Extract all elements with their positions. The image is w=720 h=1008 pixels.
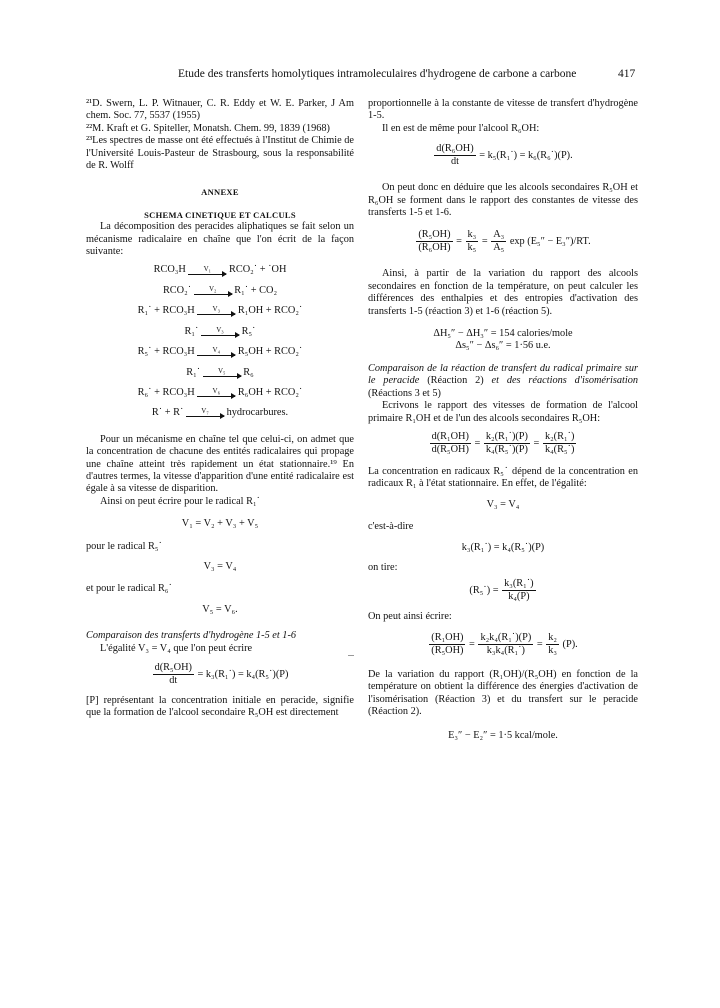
reaction-lhs: R₁˙ + RCO₃H: [137, 305, 195, 317]
eq6-c-num: A₃: [493, 229, 505, 241]
reaction-arrow: [194, 286, 232, 295]
reaction-arrow: [201, 327, 239, 336]
p-paragraph: [P] représentant la concentration initiale en peracide, signifie que la formation de l'alcool secondaire R₅OH est directement: [86, 695, 354, 719]
reaction-row: [86, 407, 354, 419]
eq6-b-den: k₅: [467, 242, 477, 254]
equation-delta-h: ΔH₅″ − ΔH₃″ = 154 calories/mole: [433, 328, 573, 340]
reaction-row: [86, 387, 354, 399]
equation-ratio-vitesses: $\frac{\text{d(R₁OH)}}{\text{d(R₅OH)}}$ = $\frac{\text{k₂(R₁˙)(P)}}{\text{k₄(R₅˙)(P)}}$ = $\frac{\text{k₂(R₁˙)}}{\text{k₄(R₅˙)}}$: [431, 430, 575, 455]
rate-label: V₆: [212, 387, 221, 396]
eq8-b-den: k₄(R₅˙)(P): [485, 443, 528, 455]
reaction-lhs: R˙ + R˙: [151, 407, 184, 419]
rate-label: V₁: [203, 264, 212, 273]
equation-dr6oh: [368, 143, 638, 168]
reaction-rhs: R₆: [243, 366, 254, 378]
rate-label: V₄: [212, 346, 221, 355]
right-p7: De la variation du rapport (R₁OH)/(R₅OH) en fonction de la température on obtient la différence des énergies d'activation de l'isomérisation (Réaction 3) et du transfert sur le peracide (Réaction 2).: [368, 668, 638, 717]
right-p2: Il en est de même pour l'alcool R₆OH:: [382, 122, 540, 134]
reaction-arrow: [197, 306, 235, 315]
running-title: Etude des transferts homolytiques intramoleculaires d'hydrogene de carbone a carbone: [178, 68, 577, 80]
reaction-lhs: R₆˙ + RCO₃H: [137, 386, 195, 398]
eq6-a-den: (R₆OH): [418, 242, 451, 254]
reaction-rhs: R₁˙ + CO₂: [234, 284, 278, 296]
reaction-rhs: R₆OH + RCO₂˙: [237, 386, 303, 398]
right-p3: On peut donc en déduire que les alcools secondaires R₅OH et R₆OH se forment dans le rapport des constantes de vitesse des transferts 1-5 et 1-6.: [368, 182, 638, 219]
section3-italic2: et des réactions d'isomérisation: [491, 375, 639, 387]
rate-label: V₂: [208, 285, 217, 294]
eq12-c-den: k₃: [548, 644, 557, 656]
equation-dr5oh: [86, 662, 354, 687]
reaction-row: [86, 285, 354, 297]
eq12-a-den: (R₅OH): [431, 644, 464, 656]
right-p1: proportionnelle à la constante de vitesse de transfert d'hydrogène 1-5.: [368, 98, 638, 122]
section-title-comparaison: Comparaison des transferts d'hydrogène 1-5 et 1-6: [86, 630, 297, 642]
eq4-rhs: = k₃(R₁˙) = k₄(R₅˙)(P): [197, 668, 289, 680]
footnote-23: ²³Les spectres de masse ont été effectués à l'Institut de Chimie de l'Université Louis-Pasteur de Strasbourg, sous la responsabilité de R. Wolff: [86, 135, 354, 172]
equation-r5: [368, 578, 638, 603]
footnote-22: ²²M. Kraft et G. Spiteller, Monatsh. Chem. 99, 1839 (1968): [86, 122, 330, 134]
reaction-row: [86, 346, 354, 358]
eq6-c-den: A₅: [493, 242, 505, 254]
section3-tail: (Réactions 3 et 5): [368, 387, 441, 399]
eq12-a-num: (R₁OH): [431, 631, 464, 643]
reaction-rhs: R₁OH + RCO₂˙: [237, 305, 303, 317]
reaction-rhs: R₅˙: [241, 325, 256, 337]
eq8-a-num: d(R₁OH): [431, 430, 469, 442]
right-p5: Ecrivons le rapport des vitesses de formation de l'alcool primaire R₁OH et de l'un des alcools secondaires R₅OH:: [368, 400, 638, 424]
intro-paragraph: La décomposition des peracides aliphatiques se fait selon un mécanisme radicalaire en chaîne que l'on écrit de la façon suivante:: [86, 221, 354, 258]
equation-v3-v4: V₃ = V₄: [203, 560, 237, 572]
reaction-row: [86, 305, 354, 317]
eq8-c-den: k₄(R₅˙): [544, 443, 575, 455]
reaction-arrow: [197, 388, 235, 397]
reaction-rhs: RCO₂˙ + ˙OH: [228, 264, 287, 276]
equation-v5-v6: V₅ = V₆.: [202, 603, 238, 615]
egalite-text: L'égalité V₃ = V₄ que l'on peut écrire: [100, 642, 253, 654]
cest-a-dire: c'est-à-dire: [368, 521, 414, 533]
pour-r5-text: pour le radical R₅˙: [86, 540, 162, 552]
rate-label: V₃: [212, 305, 221, 314]
eq8-a-den: d(R₅OH): [431, 443, 469, 455]
right-column: [368, 98, 638, 743]
equation-v3-v4-right: V₃ = V₄: [486, 498, 520, 510]
right-p4: Ainsi, à partir de la variation du rapport des alcools secondaires en fonction de la température, on peut calculer les différences des enthalpies et des entropies d'activation des transferts 1-5 (réaction 3) et 1-6 (réaction 5).: [368, 268, 638, 317]
eq5-rhs: = k₅(R₁˙) = k₆(R₆˙)(P).: [479, 150, 573, 162]
reaction-row: [86, 326, 354, 338]
eq5-numerator: d(R₆OH): [436, 143, 474, 155]
reaction-row: [86, 367, 354, 379]
reaction-rhs: R₅OH + RCO₂˙: [237, 346, 303, 358]
eq12-tail: (P).: [562, 638, 578, 650]
section3-title-italic: Comparaison de la réaction de transfert du radical primaire sur le peracide: [368, 362, 638, 387]
on-tire: on tire:: [368, 561, 398, 573]
eq11-lhs: (R₅˙) =: [469, 585, 499, 597]
on-peut-ainsi: On peut ainsi écrire:: [368, 611, 452, 623]
eq6-tail: exp (E₅″ − E₃″)/RT.: [509, 236, 591, 248]
rate-label: V₃: [216, 325, 224, 334]
reaction-arrow: [188, 266, 226, 275]
annexe-title: ANNEXE: [201, 187, 239, 198]
eq12-b-num: k₂k₄(R₁˙)(P): [480, 631, 532, 643]
eq4-denominator: dt: [169, 675, 178, 686]
footnote-21: ²¹D. Swern, L. P. Witnauer, C. R. Eddy et W. E. Parker, J Am chem. Soc. 77, 5537 (1955): [86, 98, 354, 122]
equation-v1: V₁ = V₂ + V₃ + V₅: [181, 518, 259, 530]
equation-e3-e2: E₃″ − E₂″ = 1·5 kcal/mole.: [448, 730, 558, 742]
right-p6: La concentration en radicaux R₅˙ dépend de la concentration en radicaux R₁ à l'état stationnaire. En effet, de l'égalité:: [368, 465, 638, 490]
mechanism-paragraph: Pour un mécanisme en chaîne tel que celui-ci, on admet que la concentration de chacune des entités radicalaires qui propage une chaîne atteint très rapidement un état stationnaire.¹⁹ En d'autres termes, la vitesse d'apparition d'une entité radicalaire est égale à sa vitesse de disparition.: [86, 433, 354, 495]
reaction-rhs: hydrocarbures.: [226, 407, 289, 419]
reaction-lhs: R₁˙: [186, 366, 201, 378]
reaction-lhs: R₁˙: [184, 325, 199, 337]
reaction-arrow: [186, 408, 224, 417]
reaction-lhs: R₅˙ + RCO₃H: [137, 346, 195, 358]
pour-r6-text: et pour le radical R₆˙: [86, 583, 172, 595]
reaction-lhs: RCO₃H: [153, 264, 186, 276]
left-column: [86, 98, 354, 720]
ainsi-paragraph: Ainsi on peut écrire pour le radical R₁˙: [100, 495, 260, 507]
reaction-arrow: [203, 368, 241, 377]
reaction-lhs: RCO₂˙: [162, 284, 192, 296]
eq11-den: k₄(P): [508, 591, 530, 603]
equation-ratio-alcools: $\frac{\text{(R₅OH)}}{\text{(R₆OH)}}$ = $\frac{\text{k₃}}{\text{k₅}}$ = $\frac{\text{A₃}}{\text{A₅}}$ exp (E₅″ − E₃″)/RT.: [418, 229, 591, 254]
section-title-reaction: [368, 363, 638, 400]
reaction-row: [86, 264, 354, 276]
reaction-arrow: [197, 347, 235, 356]
rate-label: V₅: [217, 366, 226, 375]
eq8-b-num: k₂(R₁˙)(P): [485, 430, 528, 442]
rate-label: V₇: [201, 407, 209, 416]
eq6-b-num: k₃: [467, 229, 477, 241]
eq12-c-num: k₂: [548, 631, 557, 643]
reaction-scheme: [86, 264, 354, 419]
section3-mid: (Réaction 2): [427, 375, 484, 387]
eq12-b-den: k₃k₄(R₁˙): [486, 644, 525, 656]
eq8-c-num: k₂(R₁˙): [544, 430, 575, 442]
eq4-numerator: d(R₅OH): [154, 662, 192, 673]
page-number: 417: [618, 68, 636, 80]
eq6-a-num: (R₅OH): [418, 229, 451, 241]
equation-ratio-final: $\frac{\text{(R₁OH)}}{\text{(R₅OH)}}$ = $\frac{\text{k₂k₄(R₁˙)(P)}}{\text{k₃k₄(R₁˙)}}$ = $\frac{\text{k₂}}{\text{k₃}}$ (P).: [431, 631, 578, 656]
equation-k3-k4: k₃(R₁˙) = k₄(R₅˙)(P): [461, 541, 545, 553]
schema-title: SCHEMA CINETIQUE ET CALCULS: [144, 209, 296, 220]
eq5-denominator: dt: [450, 156, 459, 168]
eq11-num: k₃(R₁˙): [504, 578, 534, 590]
equation-delta-s: Δs₅″ − Δs₆″ = 1·56 u.e.: [455, 340, 551, 352]
running-header: [0, 68, 720, 84]
